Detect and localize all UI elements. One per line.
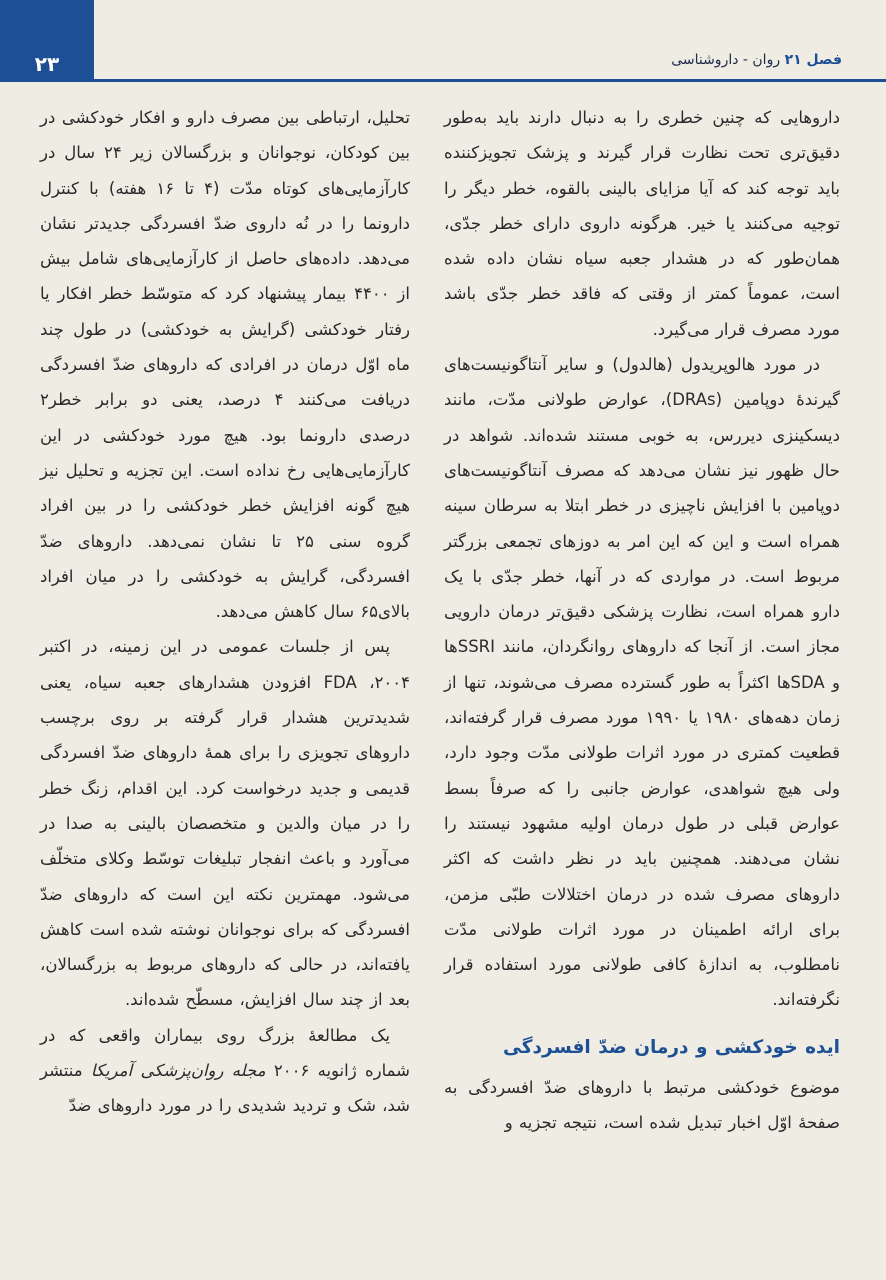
page-number-badge [0, 0, 94, 82]
left-column [40, 100, 410, 1124]
journal-title: مجله روان‌پزشکی آمریکا [90, 1061, 266, 1081]
chapter-label: فصل ۲۱ [784, 52, 842, 68]
right-column [444, 100, 840, 1140]
page-number: ۲۳ [34, 52, 60, 76]
running-head [671, 52, 842, 68]
paragraph: داروهایی که چنین خطری را به دنبال دارند باید به‌طور دقیق‌تری تحت نظارت قرار گیرند و پزشک تجویزکننده باید توجه کند که آیا مزایای بالینی بالقوه، خطر دیگر را توجیه می‌کنند یا خیر. هرگونه داروی دارای خطر جدّی، همان‌طور که در هشدار جعبه سیاه نشان داده شده است، عموماً کمتر از وقتی که فاقد خطر جدّی باشد مورد مصرف قرار می‌گیرد. [444, 108, 840, 339]
paragraph-text: منتشر شد، شک و تردید شدیدی را در مورد داروهای ضدّ [40, 1061, 410, 1116]
section-heading: ایده خودکشی و درمان ضدّ افسردگی [503, 1036, 840, 1058]
paragraph: پس از جلسات عمومی در این زمینه، در اکتبر ۲۰۰۴، FDA افزودن هشدارهای جعبه سیاه، یعنی شدیدترین هشدار قرار گرفته بر روی برچسب داروهای تجویزی را برای همهٔ داروهای ضدّ افسردگی قدیمی و جدید درخواست کرد. این اقدام، زنگ خطر را در میان والدین و متخصصان بالینی به صدا در می‌آورد و باعث انفجار تبلیغات توسّط وکلای متخلّف می‌شود. مهمترین نکته این است که داروهای ضدّ افسردگی که برای نوجوانان نوشته شده است کاهش یافته‌اند، در حالی که داروهای مربوط به بزرگسالان، بعد از چند سال افزایش، مسطّح شده‌اند. [40, 637, 410, 1010]
paragraph [40, 1018, 410, 1124]
paragraph-text: یک مطالعهٔ بزرگ روی بیماران واقعی که در شماره ژانویه ۲۰۰۶ [40, 1025, 410, 1081]
paragraph: در مورد هالوپریدول (هالدول) و سایر آنتاگونیست‌های گیرندهٔ دوپامین (DRAs)، عوارض طولانی مدّت، مانند دیسکینزی دیررس، به خوبی مستند شده‌اند. شواهد در حال ظهور نیز نشان می‌دهد که مصرف آنتاگونیست‌های دوپامین با افزایش ناچیزی در خطر ابتلا به سرطان سینه همراه است و این که این امر به دوزهای تجمعی بزرگتر مربوط است. در مواردی که در آنها، خطر جدّی با یک دارو همراه است، نظارت پزشکی دقیق‌تر درمان دارویی مجاز است. از آنجا که داروهای روانگردان، مانند SSRIها و SDAها اکثراً به طور گسترده مصرف می‌شوند، تنها از زمان دهه‌های ۱۹۸۰ یا ۱۹۹۰ مورد مصرف قرار گرفته‌اند، قطعیت کمتری در مورد اثرات طولانی مدّت وجود دارد، ولی هیچ شواهدی، عوارض جانبی را که صرفاً بسط عوارض قبلی در طول درمان اولیه مشهود نیستند را نشان می‌دهند. همچنین باید در نظر داشت که اکثر داروهای مصرف شده در درمان اختلالات طبّی مزمن، برای ارائه اطمینان در مورد اثرات طولانی مدّت نامطلوب، به اندازهٔ کافی طولانی مورد استفاده قرار نگرفته‌اند. [444, 355, 841, 1010]
book-title: روان - داروشناسی [671, 52, 781, 68]
paragraph: تحلیل، ارتباطی بین مصرف دارو و افکار خودکشی در بین کودکان، نوجوانان و بزرگسالان زیر ۲۴ سال در کارآزمایی‌های کوتاه مدّت (۴ تا ۱۶ هفته) با کنترل دارونما را در نُه داروی ضدّ افسردگی جدیدتر نشان می‌دهد. داده‌های حاصل از کارآزمایی‌های شامل بیش از ۴۴۰۰ بیمار پیشنهاد کرد که متوسّط خطر افکار یا رفتار خودکشی (گرایش به خودکشی) در طول چند ماه اوّل درمان در افرادی که داروهای ضدّ افسردگی دریافت می‌کنند ۴ درصد، یعنی دو برابر خطر۲ درصدی دارونما بود. هیچ مورد خودکشی در این کارآزمایی‌هایی رخ نداده است. این تجزیه و تحلیل نیز هیچ گونه افزایش خطر خودکشی را در بین افراد گروه سنی ۲۵ تا نشان نمی‌دهد. داروهای ضدّ افسردگی، گرایش به خودکشی را در میان افراد بالای۶۵ سال کاهش می‌دهد. [40, 108, 410, 622]
header-rule [94, 79, 886, 82]
paragraph: موضوع خودکشی مرتبط با داروهای ضدّ افسردگی به صفحهٔ اوّل اخبار تبدیل شده است، نتیجه تجزیه و [444, 1077, 840, 1133]
